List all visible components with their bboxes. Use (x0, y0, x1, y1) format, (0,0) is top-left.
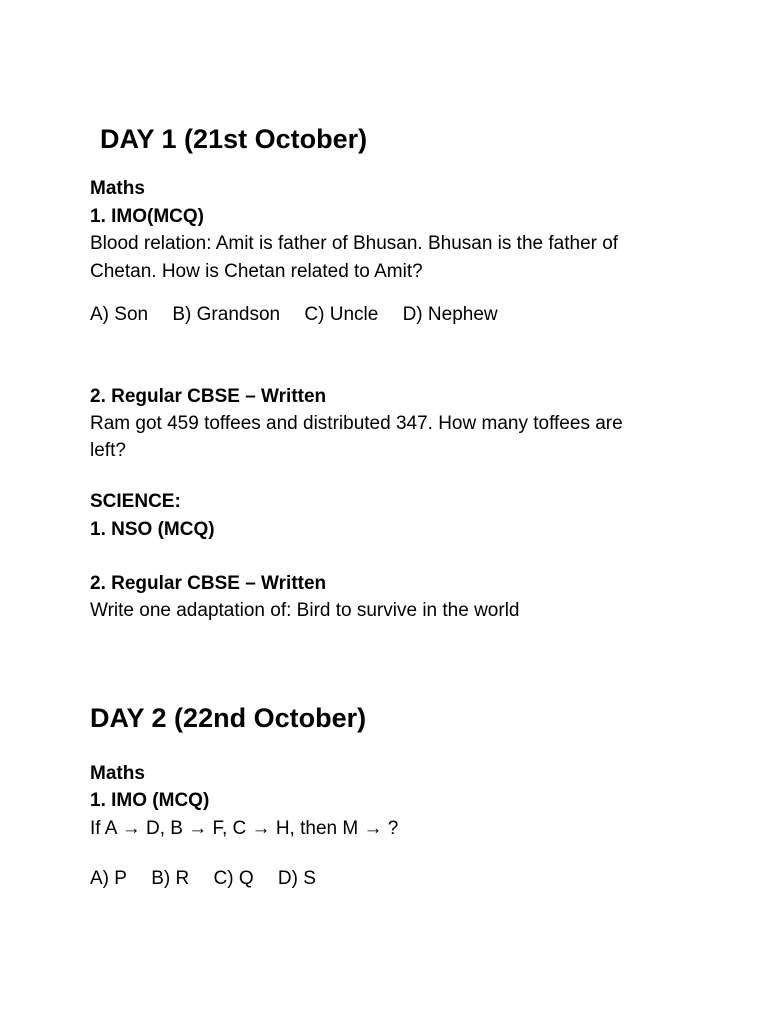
day1-science-q1-title: 1. NSO (MCQ) (90, 519, 215, 540)
day1-science-label: SCIENCE: (90, 491, 181, 512)
option-b: B) R (151, 868, 190, 889)
day2-heading: DAY 2 (22nd October) (90, 703, 367, 733)
day1-maths-q1-line2: Chetan. How is Chetan related to Amit? (90, 261, 423, 282)
day2-maths-q1-line1: If A → D, B → F, C → H, then M → ? (90, 818, 399, 839)
option-a: A) P (90, 868, 127, 889)
option-b: B) Grandson (172, 304, 281, 325)
day1-science-q2-line1: Write one adaptation of: Bird to survive in the world (90, 600, 520, 621)
day1-maths-q2-line1: Ram got 459 toffees and distributed 347. How many toffees are (90, 413, 623, 434)
day2-maths-label: Maths (90, 763, 145, 784)
day1-maths-q1-title: 1. IMO(MCQ) (90, 206, 204, 227)
option-c: C) Q (213, 868, 254, 889)
day1-maths-label: Maths (90, 178, 145, 199)
option-d: D) Nephew (402, 304, 498, 325)
day2-maths-q1-title: 1. IMO (MCQ) (90, 790, 210, 811)
day1-science-q2-title: 2. Regular CBSE – Written (90, 573, 327, 594)
day1-maths-q1-line1: Blood relation: Amit is father of Bhusan. Bhusan is the father of (90, 233, 619, 254)
day1-maths-q2-line2: left? (90, 440, 126, 461)
day2-maths-q1-options (90, 867, 316, 891)
option-c: C) Uncle (304, 304, 379, 325)
day1-heading: DAY 1 (21st October) (100, 124, 368, 154)
option-a: A) Son (90, 304, 149, 325)
day1-maths-q2-title: 2. Regular CBSE – Written (90, 386, 327, 407)
day1-maths-q1-options (90, 303, 498, 327)
option-d: D) S (277, 868, 316, 889)
